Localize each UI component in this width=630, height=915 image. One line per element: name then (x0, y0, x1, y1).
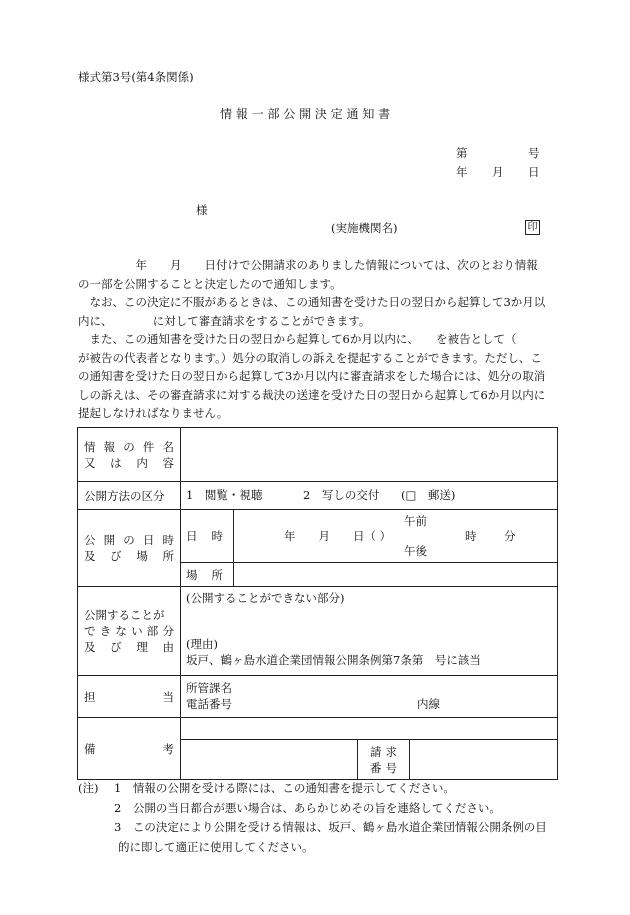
body-paragraph-2 (78, 293, 558, 330)
body-line: 提起しなければなりません。 (78, 406, 229, 420)
row-method (78, 482, 558, 510)
time-hour: 時 (465, 529, 477, 543)
value-remarks-top (181, 718, 558, 740)
form-number: 様式第3号(第4条関係) (78, 70, 194, 84)
body-line: の通知書を受けた日の翌日から起算して3か月以内に審査請求をした場合には、処分の取消 (78, 369, 546, 383)
label-request-number: 請 求 番 号 (358, 740, 410, 780)
issue-number-gou: 号 (528, 146, 540, 160)
seal-box: 印 (525, 220, 540, 235)
info-table (77, 427, 558, 780)
value-method (181, 482, 558, 510)
date-year: 年 (456, 165, 468, 179)
label-remarks: 備 考 (78, 718, 181, 780)
note-3: 3 この決定により公開を受ける情報は、坂戸、鶴ヶ島水道企業団情報公開条例の目 (114, 820, 547, 834)
note-1: (注) 1 情報の公開を受ける際には、この通知書を提示してください。 (78, 781, 455, 795)
label-basho: 場 所 (181, 563, 234, 587)
date-day: 日 (528, 165, 540, 179)
body-line: 年 月 日付けで公開請求のありました情報については、次のとおり情報 (78, 258, 538, 272)
row-item-name (78, 428, 558, 482)
value-contact (181, 676, 558, 718)
value-request-number (410, 740, 558, 780)
body-line: の一部を公開することと決定したので通知します。 (78, 276, 342, 291)
body-paragraph-3 (78, 330, 558, 423)
body-line: なお、この決定に不服があるときは、この通知書を受けた日の翌日から起算して3か月以 (78, 295, 546, 309)
body-line: が被告の代表者となります。）処分の取消しの訴えを提起することができます。ただし、こ (78, 350, 542, 365)
ampm-gogo: 午後 (404, 544, 427, 558)
row-datetime (78, 510, 558, 563)
label-non-public: 公開することが で き な い 部 分 及 び 理 由 (78, 587, 181, 676)
body-paragraph-1 (78, 256, 558, 293)
reason-label: (理由) (186, 637, 218, 651)
time-minute: 分 (504, 529, 516, 543)
note-2: 2 公開の当日都合が悪い場合は、あらかじめその旨を連絡してください。 (114, 800, 501, 815)
issue-number-dai: 第 (456, 146, 468, 160)
method-option-copy: 2 写しの交付 (303, 488, 380, 502)
value-non-public (181, 587, 558, 676)
body-line: しの訴えは、その審査請求に対する裁決の送達を受けた日の翌日から起算して6か月以内に (78, 387, 546, 402)
date-fields: 年 月 日（ ） (284, 529, 392, 543)
label-method: 公開方法の区分 (78, 482, 181, 510)
section-name-label: 所管課名 (186, 681, 232, 695)
reason-text: 坂戸、鶴ヶ島水道企業団情報公開条例第7条第 号に該当 (186, 653, 481, 667)
date-month: 月 (492, 165, 504, 179)
value-place (234, 563, 558, 587)
method-option-view: 1 閲覧・視聴 (186, 488, 263, 502)
body-line: 内に、 に対して審査請求をすることができます。 (78, 313, 371, 328)
label-nichiji: 日 時 (181, 510, 234, 563)
label-contact: 担 当 (78, 676, 181, 718)
ampm-gozen: 午前 (404, 514, 427, 528)
non-public-part-label: (公開することができない部分) (186, 591, 345, 605)
phone-label: 電話番号 (186, 697, 232, 711)
method-option-mail: (□ 郵送) (401, 488, 456, 502)
value-datetime (234, 510, 558, 563)
note-3-cont: 的に即して適正に使用してください。 (118, 839, 314, 854)
label-datetime-place: 公 開 の 日 時 及 び 場 所 (78, 510, 181, 587)
value-item-name (181, 428, 558, 482)
recipient-sama: 様 (196, 203, 208, 217)
agency-name: (実施機関名) (331, 221, 398, 235)
label-item-name: 情 報 の 件 名 又 は 内 容 (78, 428, 181, 482)
value-remarks-bottom (181, 740, 358, 780)
row-contact (78, 676, 558, 718)
row-non-public (78, 587, 558, 676)
document-title: 情 報 一 部 公 開 決 定 通 知 書 (220, 107, 391, 121)
notes (78, 779, 558, 857)
body-line: また、この通知書を受けた日の翌日から起算して6か月以内に、 を被告として（ (78, 332, 517, 346)
row-remarks-top (78, 718, 558, 740)
extension-label: 内線 (417, 697, 440, 711)
